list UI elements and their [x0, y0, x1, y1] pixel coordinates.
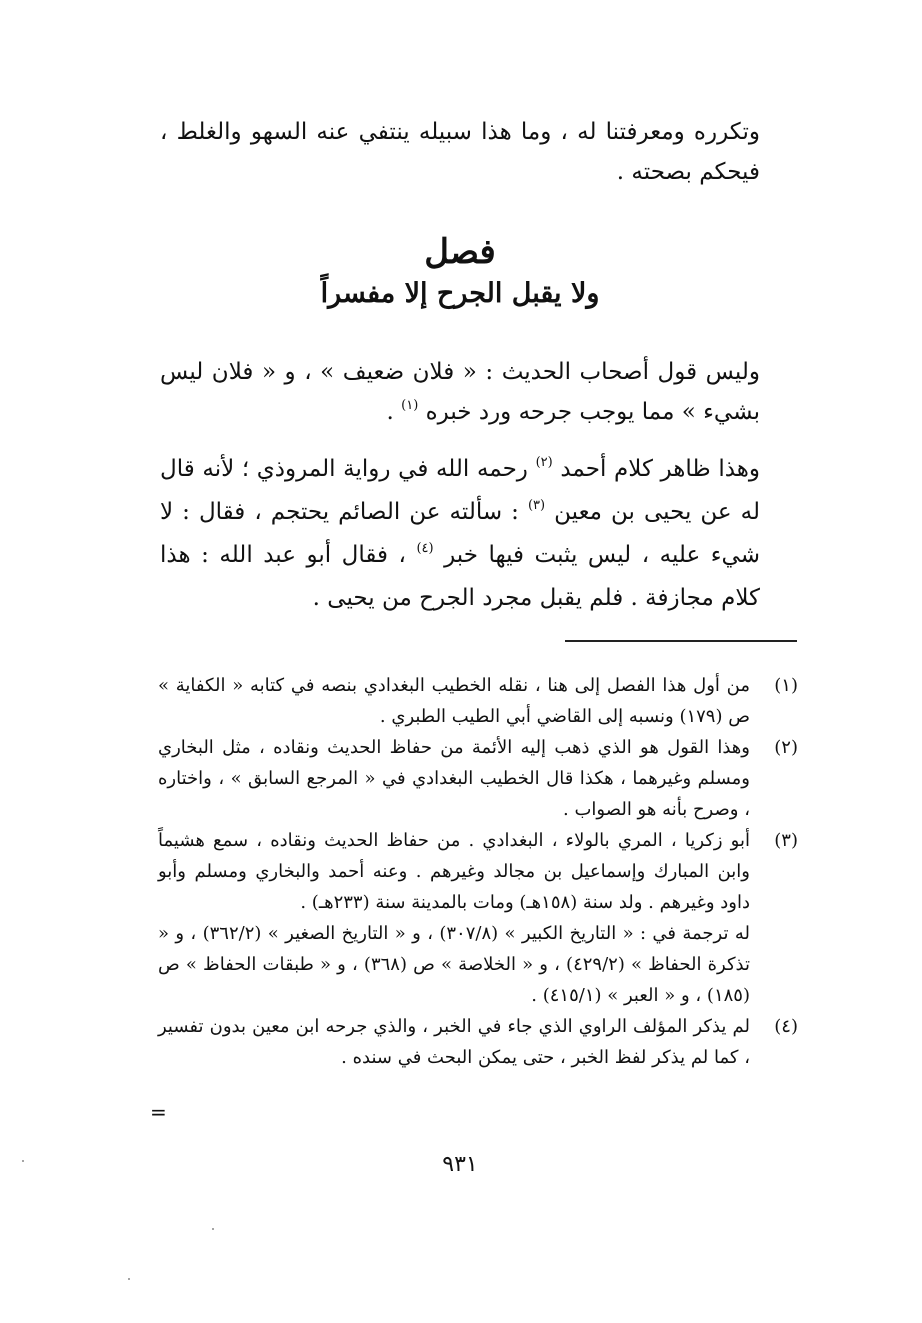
footnote-text: من أول هذا الفصل إلى هنا ، نقله الخطيب البغدادي بنصه في كتابه « الكفاية » ص (١٧٩) ونسبه إلى القاضي أبي الطيب الطبري .	[158, 675, 750, 727]
continuation-mark: =	[150, 1100, 167, 1124]
footnote-text: أبو زكريا ، المري بالولاء ، البغدادي . من حفاظ الحديث ونقاده ، سمع هشيماً وابن المبارك وإسماعيل بن مجالد وغيرهم . وعنه أحمد والبخاري ومسلم وأبو داود وغيرهم . ولد سنة (١٥٨هـ) ومات بالمدينة سنة (٢٣٣هـ) .	[158, 830, 750, 913]
section-subtitle: ولا يقبل الجرح إلا مفسراً	[320, 278, 600, 309]
page-number: ٩٣١	[442, 1152, 478, 1177]
footnote-number: (٢)	[774, 737, 798, 758]
scan-speck	[22, 1160, 24, 1162]
paragraph-2-part-1: وهذا ظاهر كلام أحمد	[560, 456, 761, 482]
section-heading	[160, 232, 760, 272]
footnote-ref-3[interactable]: (٣)	[527, 498, 546, 513]
footnote-3	[158, 825, 798, 1011]
footnote-2	[158, 732, 798, 825]
paragraph-1-text: وليس قول أصحاب الحديث : « فلان ضعيف » ، و « فلان ليس بشيء » مما يوجب جرحه ورد خبره	[160, 359, 760, 425]
footnote-separator	[565, 640, 797, 642]
scan-speck	[212, 1228, 214, 1230]
footnote-number: (٤)	[774, 1016, 798, 1037]
paragraph-2-part-3: : سألته عن الصائم يحتجم ، فقال : لا شيء عليه ، ليس يثبت فيها خبر	[160, 499, 761, 568]
footnote-number: (٣)	[774, 830, 798, 851]
footnote-text: لم يذكر المؤلف الراوي الذي جاء في الخبر ، والذي جرحه ابن معين بدون تفسير ، كما لم يذكر لفظ الخبر ، حتى يمكن البحث في سنده .	[158, 1016, 750, 1068]
paragraph-1-end: .	[386, 399, 402, 425]
footnote-ref-2[interactable]: (٢)	[535, 455, 553, 470]
footnote-number: (١)	[774, 675, 798, 696]
paragraph-2-part-2: رحمه الله في رواية المروذي ؛ لأنه قال له عن يحيى بن معين	[160, 456, 761, 525]
footnote-ref-4[interactable]: (٤)	[416, 541, 434, 556]
footnote-text-references: له ترجمة في : « التاريخ الكبير » (٣٠٧/٨) ، و « التاريخ الصغير » (٣٦٢/٢) ، و « تذكرة الحفاظ » (٤٢٩/٢) ، و « الخلاصة » ص (٣٦٨) ، و « طبقات الحفاظ » ص (١٨٥) ، و « العبر » (٤١٥/١) .	[158, 923, 751, 1006]
paragraph-2	[160, 448, 760, 620]
section-heading-text: فصل	[424, 232, 496, 272]
footnote-1	[158, 670, 798, 732]
paragraph-1	[160, 352, 760, 432]
paragraph-2-part-4: ، فقال أبو عبد الله : هذا كلام مجازفة . فلم يقبل مجرد الجرح من يحيى .	[160, 542, 760, 611]
intro-paragraph: وتكرره ومعرفتنا له ، وما هذا سبيله ينتفي عنه السهو والغلط ، فيحكم بصحته .	[160, 119, 760, 185]
footnotes	[158, 670, 798, 1073]
footnote-4	[158, 1011, 798, 1073]
footnote-text: وهذا القول هو الذي ذهب إليه الأئمة من حفاظ الحديث ونقاده ، مثل البخاري ومسلم وغيرهما ، هكذا قال الخطيب البغدادي في « المرجع السابق » ، واختاره ، وصرح بأنه هو الصواب .	[158, 737, 750, 820]
scan-speck	[128, 1278, 130, 1280]
footnote-ref-1[interactable]: (١)	[401, 398, 419, 413]
